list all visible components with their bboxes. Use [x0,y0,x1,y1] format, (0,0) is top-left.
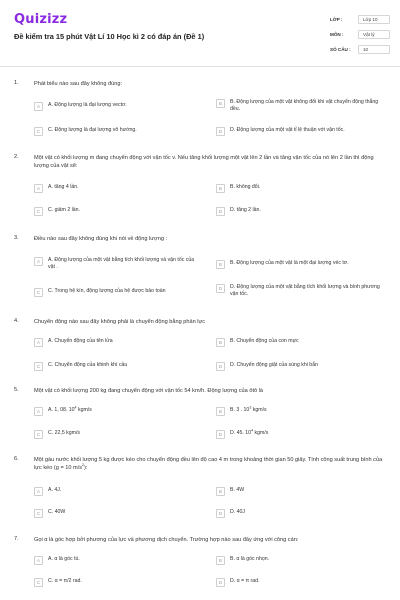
option-a[interactable] [34,102,198,111]
option-letter-box: A [34,556,43,565]
option-letter-box: A [34,487,43,496]
option-letter-box: C [34,362,43,371]
meta-panel [330,12,390,57]
option-d[interactable] [216,207,380,216]
question-text: Một vật có khối lượng 200 kg đang chuyển động với vận tốc 54 km/h. Động lượng của ôtô là [34,388,264,394]
option-letter-box: B [216,99,225,108]
option-text: D. Chuyển động giật của súng khi bắn [230,362,318,368]
option-text [48,407,198,414]
option-text: D. Động lượng của một vật tỉ lệ thuận với vận tốc. [230,127,345,133]
option-letter-box: D [216,578,225,587]
option-letter-box: D [216,284,225,293]
option-letter-box: D [216,430,225,439]
option-text-unit: kgm/s [76,407,92,413]
option-text: C. giảm 2 lần. [48,207,81,213]
option-text: C. 22,5 kgm/s [48,430,81,436]
option-letter-box: D [216,509,225,518]
option-text: C. α = π/2 rad. [48,578,82,584]
option-d[interactable] [216,362,380,371]
document-title: Đề kiểm tra 15 phút Vật Lí 10 Học kì 2 có đáp án (Đề 1) [14,32,205,41]
option-a[interactable] [34,407,198,416]
option-text: B. Động lượng của một vật không đổi khi vật chuyển động thẳng đều. [230,99,379,112]
option-text: B. 4W [230,487,245,493]
option-d[interactable] [216,127,380,136]
question-text: Chuyển động nào sau đây không phải là chuyển động bằng phản lực [34,319,206,325]
question-text: Gọi α là góc hợp bởi phương của lực và phương dịch chuyển. Trường hợp nào sau đây ứng với công cản: [34,537,299,543]
question-text: Phát biểu nào sau đây không đúng: [34,81,123,87]
question-number: 7. [14,536,19,542]
option-text: D. 40J [230,509,245,515]
meta-row-subject [330,27,390,42]
question-number: 6. [14,456,19,462]
option-letter-box: B [216,260,225,269]
meta-label: SỐ CÂU : [330,47,351,52]
meta-label: LỚP : [330,17,343,22]
quizizz-logo: Quizizz [14,12,68,27]
question-text: Điều nào sau đây không đúng khi nói về động lượng : [34,236,168,242]
option-b[interactable] [216,487,380,496]
option-c[interactable] [34,430,198,439]
option-letter-box: C [34,578,43,587]
option-text-unit: kgm/s [251,407,267,413]
option-text-unit: kgm/s [253,430,269,436]
meta-label: MÔN : [330,32,344,37]
option-text: A. Chuyển động của tên lửa [48,338,113,344]
option-text: C. 40W [48,509,66,515]
option-letter-box: D [216,207,225,216]
option-letter-box: A [34,407,43,416]
meta-value: Lớp 10 [358,15,390,24]
option-b[interactable] [216,99,380,113]
meta-value: 10 [358,45,390,54]
option-a[interactable] [34,487,198,496]
option-b[interactable] [216,338,380,347]
meta-value: Vật lý [358,30,390,39]
option-letter-box: B [216,407,225,416]
option-a[interactable] [34,338,198,347]
question-number: 5. [14,387,19,393]
meta-row-count [330,42,390,57]
question-exponent: 2 [82,463,85,468]
option-text: A. tăng 4 lần. [48,184,79,190]
question-text [34,456,384,472]
option-text [230,407,380,414]
option-text: C. Trong hệ kín, động lượng của hệ được bảo toàn [48,288,166,294]
option-text: D. α = π rad. [230,578,260,584]
option-text: B. Chuyển động của con mực [230,338,299,344]
option-b[interactable] [216,260,395,269]
option-b[interactable] [216,556,380,565]
option-exponent: 3 [249,405,252,410]
option-letter-box: C [34,207,43,216]
option-c[interactable] [34,578,198,587]
question-text-main: Một gàu nước khối lượng 5 kg được kéo cho chuyển động đều lên độ cao 4 m trong khoảng thời gian 50 giây. Tính công suất trung bình của lực kéo (g = 10 m/s [34,457,383,471]
question-number: 2. [14,154,19,160]
option-a[interactable] [34,257,198,271]
option-d[interactable] [216,430,380,439]
option-d[interactable] [216,284,380,298]
option-letter-box: A [34,184,43,193]
option-text: B. Động lượng của một vật là một đại lượng véc tơ. [230,260,349,266]
option-exponent: 4 [251,428,254,433]
option-letter-box: B [216,338,225,347]
option-text-main: A. 1, 08. 10 [48,407,75,413]
header-divider [0,66,400,67]
option-d[interactable] [216,578,380,587]
option-text: D. Động lượng của một vật bằng tích khối lượng và bình phương vận tốc. [230,284,380,297]
option-text: B. không đổi. [230,184,261,190]
option-text: A. 4J. [48,487,62,493]
option-letter-box: C [34,127,43,136]
option-text-main: B. 3 . 10 [230,407,250,413]
option-letter-box: A [34,102,43,111]
option-letter-box: C [34,430,43,439]
option-letter-box: D [216,362,225,371]
option-c[interactable] [34,509,198,518]
option-text [230,430,380,437]
option-c[interactable] [34,288,213,297]
option-letter-box: B [216,556,225,565]
option-b[interactable] [216,184,380,193]
option-letter-box: A [34,338,43,347]
option-text-main: D. 45. 10 [230,430,252,436]
option-text: A. Động lượng của một vật bằng tích khối lượng và vận tốc của vật . [48,257,195,270]
option-c[interactable] [34,127,198,136]
option-text: B. α là góc nhọn. [230,556,270,562]
meta-row-class [330,12,390,27]
option-text: A. Động lượng là đại lượng vectơ. [48,102,127,108]
option-letter-box: C [34,288,43,297]
question-number: 4. [14,318,19,324]
option-d[interactable] [216,509,380,518]
option-exponent: 4 [74,405,77,410]
option-letter-box: B [216,184,225,193]
question-text-end: ): [84,465,88,471]
option-letter-box: C [34,509,43,518]
option-text: C. Chuyển động của khinh khí cầu [48,362,128,368]
option-text: A. α là góc tù. [48,556,80,562]
question-number: 1. [14,80,19,86]
option-letter-box: D [216,127,225,136]
question-text: Một vật có khối lượng m đang chuyển động với vận tốc v. Nếu tăng khối lượng một vật lên 2 lần và tăng vận tốc của nó lên 2 lần thì động lượng của vật sẽ: [34,155,374,169]
option-c[interactable] [34,362,198,371]
option-a[interactable] [34,184,198,193]
option-c[interactable] [34,207,198,216]
option-text: C. Động lượng là đại lượng vô hướng. [48,127,137,133]
option-text: D. tăng 2 lần. [230,207,261,213]
option-b[interactable] [216,407,380,416]
option-letter-box: A [34,257,43,266]
option-a[interactable] [34,556,198,565]
question-number: 3. [14,235,19,241]
option-letter-box: B [216,487,225,496]
